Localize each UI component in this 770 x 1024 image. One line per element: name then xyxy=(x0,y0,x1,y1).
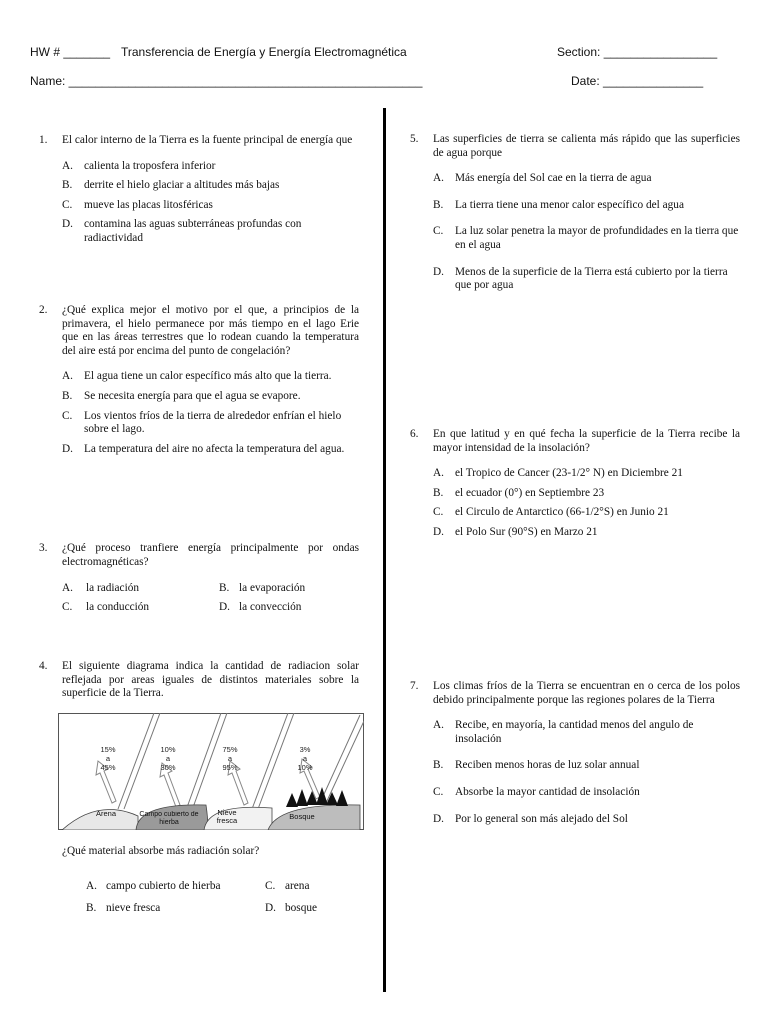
option-d[interactable] xyxy=(433,526,740,540)
question-stem: ¿Qué proceso tranfiere energía principalmente por ondas electromagnéticas? xyxy=(62,542,359,568)
option-c[interactable] xyxy=(433,506,740,520)
sub-question: ¿Qué material absorbe más radiación solar? xyxy=(62,845,260,857)
option-text: Absorbe la mayor cantidad de insolación xyxy=(455,785,640,798)
option-b[interactable] xyxy=(62,179,359,193)
option-text: mueve las placas litosféricas xyxy=(84,198,213,211)
option-text: bosque xyxy=(285,902,318,914)
option-letter: C. xyxy=(433,785,444,798)
option-letter: C. xyxy=(433,506,444,519)
option-a[interactable] xyxy=(433,467,740,481)
surface-label-arena: Arena xyxy=(95,809,117,818)
campo-reflect-sep: a xyxy=(165,754,171,763)
option-text: el Circulo de Antarctico (66-1/2°S) en Junio 21 xyxy=(455,506,669,519)
question-stem: El calor interno de la Tierra es la fuente principal de energía que xyxy=(62,134,353,146)
option-d[interactable] xyxy=(62,443,359,457)
option-letter: D. xyxy=(433,812,444,825)
option-letter: B. xyxy=(62,179,73,192)
option-letter: B. xyxy=(86,902,97,914)
option-text: Se necesita energía para que el agua se evapore. xyxy=(84,389,301,402)
question-7 xyxy=(410,680,740,826)
surface-label-campo: Campo cubierto de hierba xyxy=(139,811,199,826)
option-text: arena xyxy=(285,880,310,892)
date-label: Date: _______________ xyxy=(571,74,704,88)
option-b[interactable] xyxy=(62,390,359,404)
option-text: el Tropico de Cancer (23-1/2° N) en Diciembre 21 xyxy=(455,467,683,480)
arena-reflect-max: 45% xyxy=(100,763,116,772)
option-letter: B. xyxy=(433,198,444,211)
option-letter: D. xyxy=(62,442,73,455)
option-text: la radiación xyxy=(86,582,140,594)
question-6 xyxy=(410,428,740,540)
option-text: la evaporación xyxy=(239,582,306,594)
option-text: nieve fresca xyxy=(106,902,161,914)
option-c[interactable] xyxy=(433,225,740,252)
radiation-reflection-diagram xyxy=(58,713,364,830)
option-letter: D. xyxy=(433,265,444,278)
option-text: La luz solar penetra la mayor de profundidades en la tierra que en el agua xyxy=(455,225,739,251)
nieve-reflect-min: 75% xyxy=(222,745,238,754)
question-stem: En que latitud y en qué fecha la superficie de la Tierra recibe la mayor intensidad de la insolación? xyxy=(433,428,740,454)
option-letter: C. xyxy=(62,198,73,211)
arena-reflect-sep: a xyxy=(105,754,111,763)
question-1 xyxy=(39,134,359,246)
option-letter: C. xyxy=(62,409,73,422)
option-letter: C. xyxy=(62,601,73,613)
question-number: 3. xyxy=(39,542,48,554)
option-c[interactable] xyxy=(62,410,359,437)
question-3 xyxy=(39,542,359,569)
question-stem: ¿Qué explica mejor el motivo por el que, a principios de la primavera, el hielo permanece por más tiempo en el lago Erie que en las áreas terrestres que lo rodean cuando la temperatura del aire está por encima del punto de congelación? xyxy=(62,304,359,357)
option-letter: A. xyxy=(86,880,97,892)
option-b[interactable] xyxy=(433,199,740,213)
surface-label-nieve: Nieve fresca xyxy=(216,809,238,825)
nieve-reflect-sep: a xyxy=(227,754,233,763)
option-b[interactable] xyxy=(433,759,740,773)
option-text: Menos de la superficie de la Tierra está cubierto por la tierra que por agua xyxy=(455,265,728,292)
option-letter: A. xyxy=(62,582,73,594)
option-letter: D. xyxy=(62,218,73,231)
option-letter: A. xyxy=(62,159,73,172)
option-text: La temperatura del aire no afecta la temperatura del agua. xyxy=(84,442,345,455)
option-letter: D. xyxy=(219,601,230,613)
option-a[interactable] xyxy=(62,370,359,384)
option-letter: B. xyxy=(433,486,444,499)
option-letter: D. xyxy=(433,525,444,538)
option-text: la convección xyxy=(239,601,302,613)
option-d[interactable] xyxy=(433,266,740,293)
option-text: derrite el hielo glaciar a altitudes más bajas xyxy=(84,179,280,192)
option-letter: B. xyxy=(219,582,230,594)
question-4 xyxy=(39,660,359,701)
option-letter: B. xyxy=(433,759,444,772)
option-letter: D. xyxy=(265,902,276,914)
question-number: 2. xyxy=(39,304,48,316)
question-number: 7. xyxy=(410,680,419,692)
question-number: 4. xyxy=(39,660,48,672)
option-c[interactable] xyxy=(62,199,359,213)
option-text: El agua tiene un calor específico más alto que la tierra. xyxy=(84,370,332,383)
surface-label-campo-wrap xyxy=(138,811,200,830)
option-c[interactable] xyxy=(433,786,740,800)
option-letter: A. xyxy=(62,370,73,383)
arena-reflect-min: 15% xyxy=(100,745,116,754)
option-text: Recibe, en mayoría, la cantidad menos del angulo de insolación xyxy=(455,719,694,745)
option-letter: A. xyxy=(433,467,444,480)
option-text: la conducción xyxy=(86,601,150,613)
option-text: Reciben menos horas de luz solar annual xyxy=(455,759,640,772)
option-letter: A. xyxy=(433,172,444,185)
option-d[interactable] xyxy=(433,813,740,827)
option-text: calienta la troposfera inferior xyxy=(84,159,216,172)
column-divider xyxy=(383,108,386,992)
option-text: Por lo general son más alejado del Sol xyxy=(455,812,628,825)
question-stem: Los climas fríos de la Tierra se encuentran en o cerca de los polos debido principalmente porque las regiones polares de la Tierra xyxy=(433,680,740,706)
option-text: el ecuador (0°) en Septiembre 23 xyxy=(455,486,605,499)
worksheet-title: Transferencia de Energía y Energía Electromagnética xyxy=(121,45,407,59)
section-label: Section: _________________ xyxy=(557,45,718,59)
option-letter: C. xyxy=(433,225,444,238)
campo-reflect-min: 10% xyxy=(160,745,176,754)
option-letter: A. xyxy=(433,719,444,732)
question-number: 6. xyxy=(410,428,419,440)
bosque-reflect-max: 10% xyxy=(297,763,313,772)
option-text: campo cubierto de hierba xyxy=(106,880,221,892)
question-stem: Las superficies de tierra se calienta más rápido que las superficies de agua porque xyxy=(433,133,740,159)
option-text: contamina las aguas subterráneas profundas con radiactividad xyxy=(84,218,302,244)
option-text: el Polo Sur (90°S) en Marzo 21 xyxy=(455,525,598,538)
option-letter: B. xyxy=(62,389,73,402)
option-b[interactable] xyxy=(433,487,740,501)
nieve-reflect-max: 95% xyxy=(222,763,238,772)
question-number: 5. xyxy=(410,133,419,145)
option-text: Los vientos fríos de la tierra de alrededor enfrían el hielo sobre el lago. xyxy=(84,409,342,436)
option-text: La tierra tiene una menor calor específico del agua xyxy=(455,198,684,211)
name-label: Name: _____________________________________________________ xyxy=(30,74,423,88)
option-a[interactable] xyxy=(433,172,740,186)
hw-number-label: HW # _______ xyxy=(30,45,111,59)
bosque-reflect-min: 3% xyxy=(299,745,311,754)
question-number: 1. xyxy=(39,134,48,146)
option-a[interactable] xyxy=(62,160,359,174)
option-d[interactable] xyxy=(62,218,359,245)
question-stem: El siguiente diagrama indica la cantidad de radiacion solar reflejada por areas iguales de distintos materiales sobre la superficie de la Tierra. xyxy=(62,660,359,700)
question-2 xyxy=(39,304,359,456)
option-text: Más energía del Sol cae en la tierra de agua xyxy=(455,172,652,185)
surface-label-bosque: Bosque xyxy=(289,812,315,821)
option-letter: C. xyxy=(265,880,276,892)
question-5 xyxy=(410,133,740,293)
campo-reflect-max: 30% xyxy=(160,763,176,772)
bosque-reflect-sep: a xyxy=(302,754,308,763)
surface-label-nieve-wrap xyxy=(208,809,246,829)
option-a[interactable] xyxy=(433,719,740,746)
